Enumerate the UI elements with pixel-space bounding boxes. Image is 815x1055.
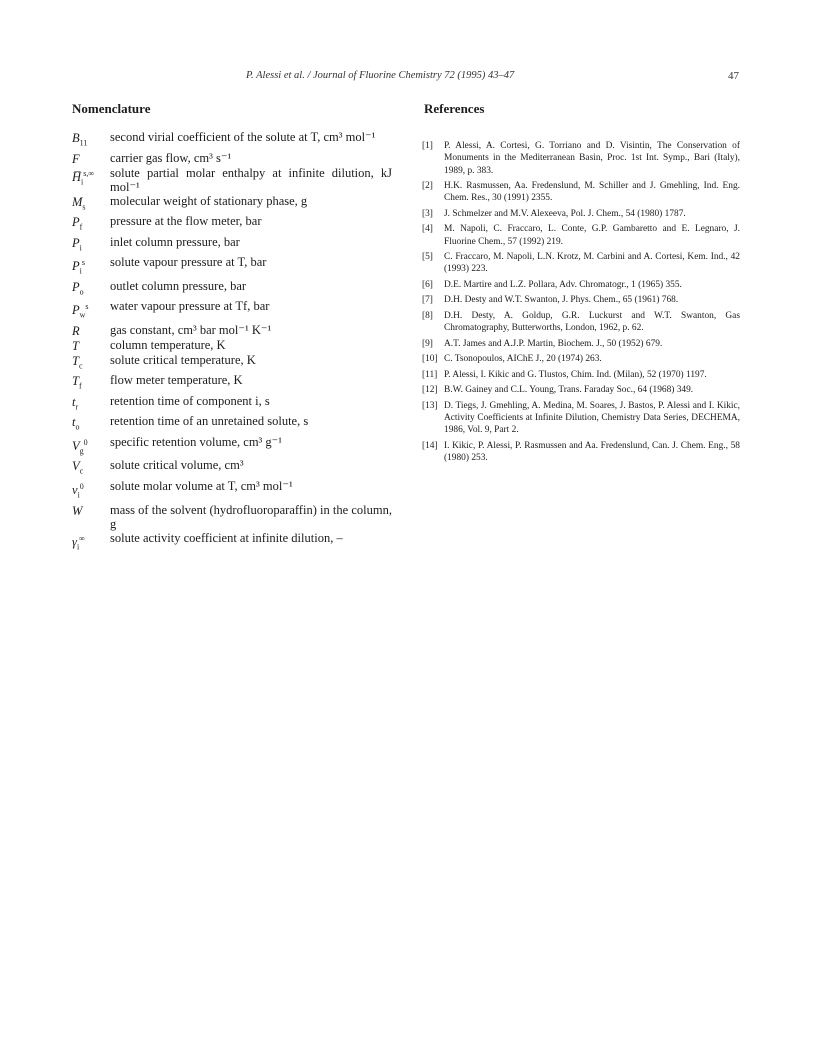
nomenclature-entry xyxy=(72,353,392,374)
nomenclature-definition: solute activity coefficient at infinite dilution, – xyxy=(110,530,343,545)
reference-item xyxy=(422,338,740,350)
reference-number: [2] xyxy=(422,181,433,192)
reference-item xyxy=(422,310,740,335)
nomenclature-symbol xyxy=(72,323,110,338)
symbol-subscript: 11 xyxy=(79,138,88,148)
nomenclature-symbol xyxy=(72,373,110,394)
symbol-base: γ xyxy=(72,534,77,549)
symbol-subscript: i xyxy=(81,177,84,187)
reference-item xyxy=(422,353,740,365)
symbol-base: F xyxy=(72,151,80,166)
nomenclature-definition: solute partial molar enthalpy at infinite dilution, kJ mol⁻¹ xyxy=(110,165,392,194)
symbol-subscript: i xyxy=(77,490,80,500)
references-list xyxy=(422,140,740,467)
reference-number: [12] xyxy=(422,385,438,396)
reference-text: A.T. James and A.J.P. Martin, Biochem. J., 50 (1952) 679. xyxy=(444,338,663,349)
nomenclature-symbol xyxy=(72,214,110,235)
nomenclature-entry xyxy=(72,130,392,151)
nomenclature-entry xyxy=(72,414,392,435)
reference-item xyxy=(422,140,740,177)
symbol-subscript: f xyxy=(78,381,82,391)
symbol-base: P xyxy=(72,215,80,229)
nomenclature-entry xyxy=(72,458,392,479)
nomenclature-symbol xyxy=(72,394,110,415)
nomenclature-definition: gas constant, cm³ bar mol⁻¹ K⁻¹ xyxy=(110,322,272,337)
nomenclature-symbol xyxy=(72,151,110,166)
symbol-subscript: c xyxy=(78,361,83,371)
symbol-subscript: s xyxy=(82,202,86,211)
reference-number: [8] xyxy=(422,310,433,321)
reference-item xyxy=(422,294,740,306)
nomenclature-list xyxy=(72,130,392,554)
nomenclature-symbol xyxy=(72,531,110,555)
nomenclature-definition: carrier gas flow, cm³ s⁻¹ xyxy=(110,150,232,165)
reference-text: M. Napoli, C. Fraccaro, L. Conte, G.P. Gambaretto and E. Legnaro, J. Fluorine Chem., 57 (1992) 219. xyxy=(444,224,740,247)
nomenclature-symbol xyxy=(72,235,110,256)
reference-number: [14] xyxy=(422,440,438,451)
nomenclature-definition: retention time of component i, s xyxy=(110,393,270,408)
nomenclature-definition: mass of the solvent (hydrofluoroparaffin) in the column, g xyxy=(110,502,392,531)
nomenclature-symbol xyxy=(72,414,110,435)
nomenclature-entry xyxy=(72,435,392,459)
reference-item xyxy=(422,400,740,437)
reference-text: D. Tiegs, J. Gmehling, A. Medina, M. Soares, J. Bastos, P. Alessi and I. Kikic, Activity Coefficients at Infinite Dilution, Chemistry Data Series, DECHEMA, 1986, Vol. 9, Part 2. xyxy=(444,400,740,436)
symbol-base: V xyxy=(72,438,80,453)
symbol-superscript: 0 xyxy=(79,481,84,491)
nomenclature-entry xyxy=(72,373,392,394)
symbol-base: t xyxy=(72,415,76,430)
nomenclature-definition: water vapour pressure at Tf, bar xyxy=(110,299,270,314)
nomenclature-definition: outlet column pressure, bar xyxy=(110,278,247,293)
nomenclature-entry xyxy=(72,503,392,531)
nomenclature-entry xyxy=(72,194,392,215)
symbol-superscript: ∞ xyxy=(79,533,85,543)
symbol-base: P xyxy=(72,235,80,250)
reference-number: [10] xyxy=(422,354,438,365)
nomenclature-definition: inlet column pressure, bar xyxy=(110,234,240,249)
reference-text: D.H. Desty and W.T. Swanton, J. Phys. Chem., 65 (1961) 768. xyxy=(444,295,679,306)
reference-item xyxy=(422,279,740,291)
nomenclature-symbol xyxy=(72,194,110,215)
reference-text: B.W. Gainey and C.L. Young, Trans. Faraday Soc., 64 (1968) 349. xyxy=(444,385,694,396)
symbol-base: H̅ xyxy=(72,169,82,184)
reference-text: I. Kikic, P. Alessi, P. Rasmussen and Aa. Fredenslund, Can. J. Chem. Eng., 58 (1980) 253. xyxy=(444,440,740,463)
nomenclature-entry xyxy=(72,323,392,338)
nomenclature-definition: column temperature, K xyxy=(110,337,226,352)
reference-text: C. Fraccaro, M. Napoli, L.N. Krotz, M. Carbini and A. Cortesi, Kem. Ind., 42 (1993) 223. xyxy=(444,252,740,275)
reference-number: [6] xyxy=(422,279,433,290)
symbol-base: T xyxy=(72,374,79,389)
reference-number: [3] xyxy=(422,208,433,219)
reference-item xyxy=(422,384,740,396)
reference-text: H.K. Rasmussen, Aa. Fredenslund, M. Schiller and J. Gmehling, Ind. Eng. Chem. Res., 30 (1991) 2355. xyxy=(444,181,740,204)
reference-item xyxy=(422,180,740,205)
nomenclature-entry xyxy=(72,531,392,555)
symbol-superscript: s xyxy=(85,302,89,312)
reference-number: [13] xyxy=(422,400,438,411)
nomenclature-entry xyxy=(72,235,392,256)
nomenclature-entry xyxy=(72,279,392,300)
nomenclature-entry xyxy=(72,338,392,353)
nomenclature-definition: flow meter temperature, K xyxy=(110,373,243,388)
reference-number: [7] xyxy=(422,295,433,306)
nomenclature-definition: solute critical volume, cm³ xyxy=(110,458,244,473)
reference-item xyxy=(422,223,740,248)
symbol-base: P xyxy=(72,259,80,274)
reference-text: D.E. Martire and L.Z. Pollara, Adv. Chromatogr., 1 (1965) 355. xyxy=(444,279,682,290)
symbol-base: B xyxy=(72,131,80,145)
nomenclature-entry xyxy=(72,151,392,166)
reference-text: P. Alessi, A. Cortesi, G. Torriano and D. Visintin, The Conservation of Monuments in the Mediterranean Basin, Proc. 1st Int. Symp., Bari (Italy), 1989, p. 383. xyxy=(444,141,740,176)
symbol-base: T xyxy=(72,353,79,368)
references-title: References xyxy=(424,101,485,116)
nomenclature-definition: molecular weight of stationary phase, g xyxy=(110,193,308,208)
reference-number: [9] xyxy=(422,338,433,349)
symbol-subscript: i xyxy=(79,266,82,276)
nomenclature-symbol xyxy=(72,435,110,459)
symbol-subscript: c xyxy=(79,466,84,476)
nomenclature-symbol xyxy=(72,479,110,503)
symbol-subscript: r xyxy=(75,402,79,412)
symbol-base: R xyxy=(72,323,80,338)
symbol-superscript: 0 xyxy=(83,437,88,447)
nomenclature-definition: pressure at the flow meter, bar xyxy=(110,214,262,228)
reference-number: [5] xyxy=(422,252,433,263)
symbol-base: P xyxy=(72,279,80,294)
symbol-base: M xyxy=(72,194,83,209)
nomenclature-symbol xyxy=(72,458,110,479)
symbol-superscript: s xyxy=(81,258,85,267)
nomenclature-entry xyxy=(72,214,392,235)
nomenclature-symbol xyxy=(72,299,110,323)
reference-number: [1] xyxy=(422,141,433,151)
symbol-base: v xyxy=(72,483,78,498)
symbol-base: W xyxy=(72,503,83,518)
symbol-base: T xyxy=(72,338,79,353)
reference-item xyxy=(422,369,740,381)
nomenclature-symbol xyxy=(72,166,110,194)
reference-number: [4] xyxy=(422,224,433,235)
nomenclature-entry xyxy=(72,479,392,503)
symbol-base: V xyxy=(72,459,80,474)
reference-item xyxy=(422,440,740,465)
reference-text: D.H. Desty, A. Goldup, G.R. Luckurst and W.T. Swanton, Gas Chromatography, Butterworths, London, 1962, p. 62. xyxy=(444,310,740,334)
symbol-subscript: o xyxy=(75,422,80,432)
nomenclature-symbol xyxy=(72,353,110,374)
nomenclature-entry xyxy=(72,299,392,323)
nomenclature-symbol xyxy=(72,130,110,151)
nomenclature-definition: retention time of an unretained solute, s xyxy=(110,414,309,429)
nomenclature-title: Nomenclature xyxy=(72,101,151,116)
reference-text: P. Alessi, I. Kikic and G. Tlustos, Chim. Ind. (Milan), 52 (1970) 1197. xyxy=(444,369,707,380)
reference-text: J. Schmelzer and M.V. Alexeeva, Pol. J. Chem., 54 (1980) 1787. xyxy=(444,208,686,219)
nomenclature-symbol xyxy=(72,279,110,300)
reference-number: [11] xyxy=(422,369,438,380)
symbol-base: t xyxy=(72,394,76,409)
symbol-subscript: i xyxy=(79,243,82,252)
nomenclature-definition: solute vapour pressure at T, bar xyxy=(110,255,267,269)
nomenclature-definition: solute critical temperature, K xyxy=(110,352,256,367)
reference-text: C. Tsonopoulos, AIChE J., 20 (1974) 263. xyxy=(444,354,602,365)
symbol-subscript: i xyxy=(76,542,80,552)
nomenclature-symbol xyxy=(72,255,110,279)
nomenclature-definition: specific retention volume, cm³ g⁻¹ xyxy=(110,434,283,449)
reference-item xyxy=(422,208,740,220)
nomenclature-definition: solute molar volume at T, cm³ mol⁻¹ xyxy=(110,478,293,493)
nomenclature-symbol xyxy=(72,503,110,531)
nomenclature-entry xyxy=(72,394,392,415)
running-header: P. Alessi et al. / Journal of Fluorine Chemistry 72 (1995) 43–47 xyxy=(246,70,515,81)
symbol-base: P xyxy=(72,303,80,318)
reference-item xyxy=(422,251,740,276)
symbol-superscript: s,∞ xyxy=(83,168,95,178)
nomenclature-definition: second virial coefficient of the solute at T, cm³ mol⁻¹ xyxy=(110,130,376,144)
symbol-subscript: o xyxy=(79,287,84,297)
nomenclature-entry xyxy=(72,166,392,194)
nomenclature-symbol xyxy=(72,338,110,353)
symbol-subscript: w xyxy=(79,310,86,320)
nomenclature-entry xyxy=(72,255,392,279)
symbol-subscript: g xyxy=(79,446,84,456)
page-number: 47 xyxy=(728,70,739,82)
symbol-subscript: f xyxy=(79,222,83,232)
